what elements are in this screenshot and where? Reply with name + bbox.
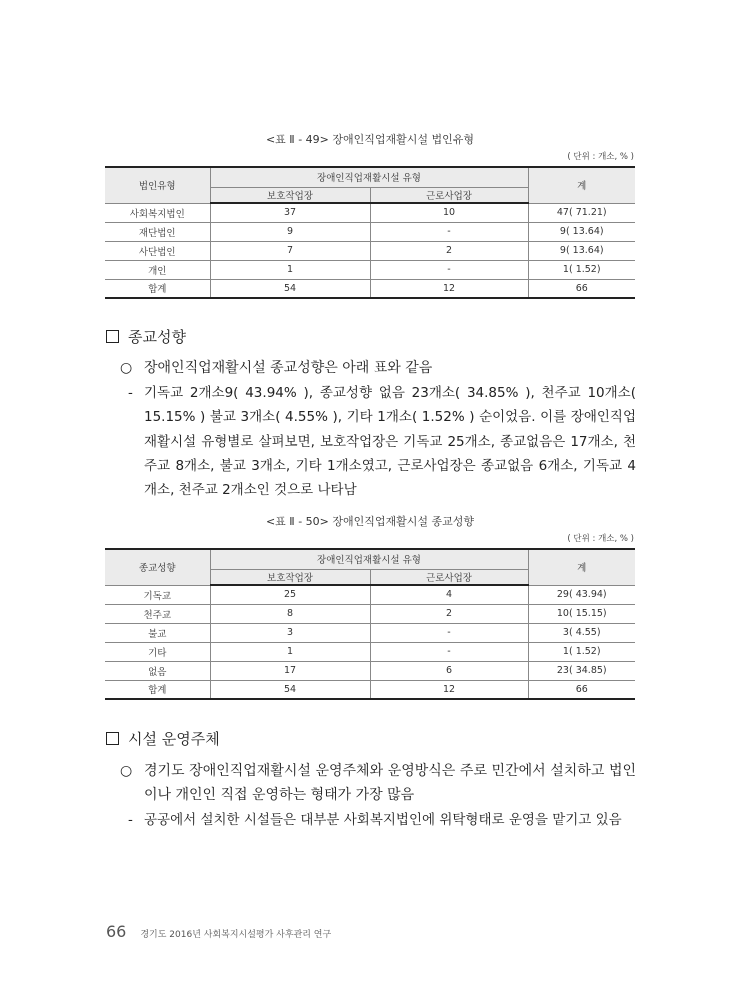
dash-paragraph <box>128 808 636 832</box>
cell-total: 1( 1.52) <box>528 260 635 279</box>
cell-total: 23( 34.85) <box>528 661 635 680</box>
table-row-total <box>105 680 635 699</box>
row-label: 사회복지법인 <box>105 203 210 222</box>
cell-total: 3( 4.55) <box>528 623 635 642</box>
row-label: 천주교 <box>105 604 210 623</box>
cell-col2: - <box>370 642 528 661</box>
dash-text: 공공에서 설치한 시설들은 대부분 사회복지법인에 위탁형태로 운영을 맡기고 있음 <box>144 812 622 828</box>
cell-col2: - <box>370 623 528 642</box>
bullet-paragraph <box>120 356 636 380</box>
table1-rowhead: 법인유형 <box>105 167 210 203</box>
cell-col2: 10 <box>370 203 528 222</box>
table1-total-header: 계 <box>528 167 635 203</box>
table2-caption: <표 Ⅱ - 50> 장애인직업재활시설 종교성향 <box>265 515 475 528</box>
table2-total-header: 계 <box>528 549 635 585</box>
page-number: 66 <box>106 922 127 941</box>
dash-bullet-icon: - <box>128 812 133 828</box>
page-footer <box>106 922 331 941</box>
row-label: 기타 <box>105 642 210 661</box>
bullet-paragraph <box>120 759 636 807</box>
table-row-total <box>105 279 635 298</box>
cell-total: 9( 13.64) <box>528 222 635 241</box>
table1-col2-header: 근로사업장 <box>370 187 528 203</box>
section-title: 종교성향 <box>128 328 186 346</box>
table2-col2-header: 근로사업장 <box>370 569 528 585</box>
table-row <box>105 241 635 260</box>
cell-total: 29( 43.94) <box>528 585 635 604</box>
dash-paragraph <box>128 381 636 502</box>
cell-col2: 6 <box>370 661 528 680</box>
table1-col1-header: 보호작업장 <box>210 187 370 203</box>
table2-group-header: 장애인직업재활시설 유형 <box>210 549 528 569</box>
cell-col2: 12 <box>370 279 528 298</box>
table1 <box>105 166 635 299</box>
cell-col2: 4 <box>370 585 528 604</box>
cell-total: 10( 15.15) <box>528 604 635 623</box>
table1-group-header: 장애인직업재활시설 유형 <box>210 167 528 187</box>
section-heading-operator <box>106 728 220 749</box>
square-bullet-icon <box>106 732 119 745</box>
bullet-text: 장애인직업재활시설 종교성향은 아래 표와 같음 <box>144 360 433 376</box>
table-row <box>105 585 635 604</box>
dash-bullet-icon: - <box>128 385 133 401</box>
cell-total: 47( 71.21) <box>528 203 635 222</box>
square-bullet-icon <box>106 330 119 343</box>
row-label: 불교 <box>105 623 210 642</box>
cell-col2: 2 <box>370 604 528 623</box>
row-label: 없음 <box>105 661 210 680</box>
table2 <box>105 548 635 700</box>
section-title: 시설 운영주체 <box>128 730 220 748</box>
table1-unit: ( 단위 : 개소, % ) <box>567 152 634 162</box>
table2-unit: ( 단위 : 개소, % ) <box>567 534 634 544</box>
row-label: 재단법인 <box>105 222 210 241</box>
table2-col1-header: 보호작업장 <box>210 569 370 585</box>
cell-total: 1( 1.52) <box>528 642 635 661</box>
row-label: 기독교 <box>105 585 210 604</box>
cell-col2: 12 <box>370 680 528 699</box>
row-label: 개인 <box>105 260 210 279</box>
cell-col1: 37 <box>210 203 370 222</box>
circle-bullet-icon: ○ <box>120 763 133 779</box>
cell-col1: 3 <box>210 623 370 642</box>
row-label: 합계 <box>105 279 210 298</box>
cell-total: 66 <box>528 680 635 699</box>
table-row <box>105 260 635 279</box>
cell-col1: 1 <box>210 642 370 661</box>
cell-col1: 9 <box>210 222 370 241</box>
table-row <box>105 222 635 241</box>
cell-col1: 25 <box>210 585 370 604</box>
table2-rowhead: 종교성향 <box>105 549 210 585</box>
cell-col1: 8 <box>210 604 370 623</box>
table1-caption: <표 Ⅱ - 49> 장애인직업재활시설 법인유형 <box>265 133 475 146</box>
cell-col1: 54 <box>210 279 370 298</box>
cell-col1: 54 <box>210 680 370 699</box>
cell-col1: 7 <box>210 241 370 260</box>
row-label: 합계 <box>105 680 210 699</box>
table-row <box>105 642 635 661</box>
cell-total: 66 <box>528 279 635 298</box>
section-heading-religion <box>106 326 186 347</box>
table-row <box>105 604 635 623</box>
dash-text: 기독교 2개소9( 43.94% ), 종교성향 없음 23개소( 34.85% ), 천주교 10개소( 15.15% ) 불교 3개소( 4.55% ), 기타 1개소( 1.52% ) 순이었음. 이를 장애인직업재활시설 유형별로 살펴보면, 보호작업장은 기독교 25개소, 종교없음은 17개소, 천주교 8개소, 불교 3개소, 기타 1개소였고, 근로사업장은 종교없음 6개소, 기독교 4개소, 천주교 2개소인 것으로 나타남 <box>144 385 636 499</box>
cell-col1: 17 <box>210 661 370 680</box>
cell-col2: - <box>370 222 528 241</box>
row-label: 사단법인 <box>105 241 210 260</box>
footer-text: 경기도 2016년 사회복지시설평가 사후관리 연구 <box>140 930 332 940</box>
cell-col2: - <box>370 260 528 279</box>
table-row <box>105 623 635 642</box>
bullet-text: 경기도 장애인직업재활시설 운영주체와 운영방식은 주로 민간에서 설치하고 법인이나 개인인 직접 운영하는 형태가 가장 많음 <box>144 763 636 803</box>
circle-bullet-icon: ○ <box>120 360 133 376</box>
cell-col1: 1 <box>210 260 370 279</box>
cell-total: 9( 13.64) <box>528 241 635 260</box>
table-row <box>105 203 635 222</box>
cell-col2: 2 <box>370 241 528 260</box>
table-row <box>105 661 635 680</box>
